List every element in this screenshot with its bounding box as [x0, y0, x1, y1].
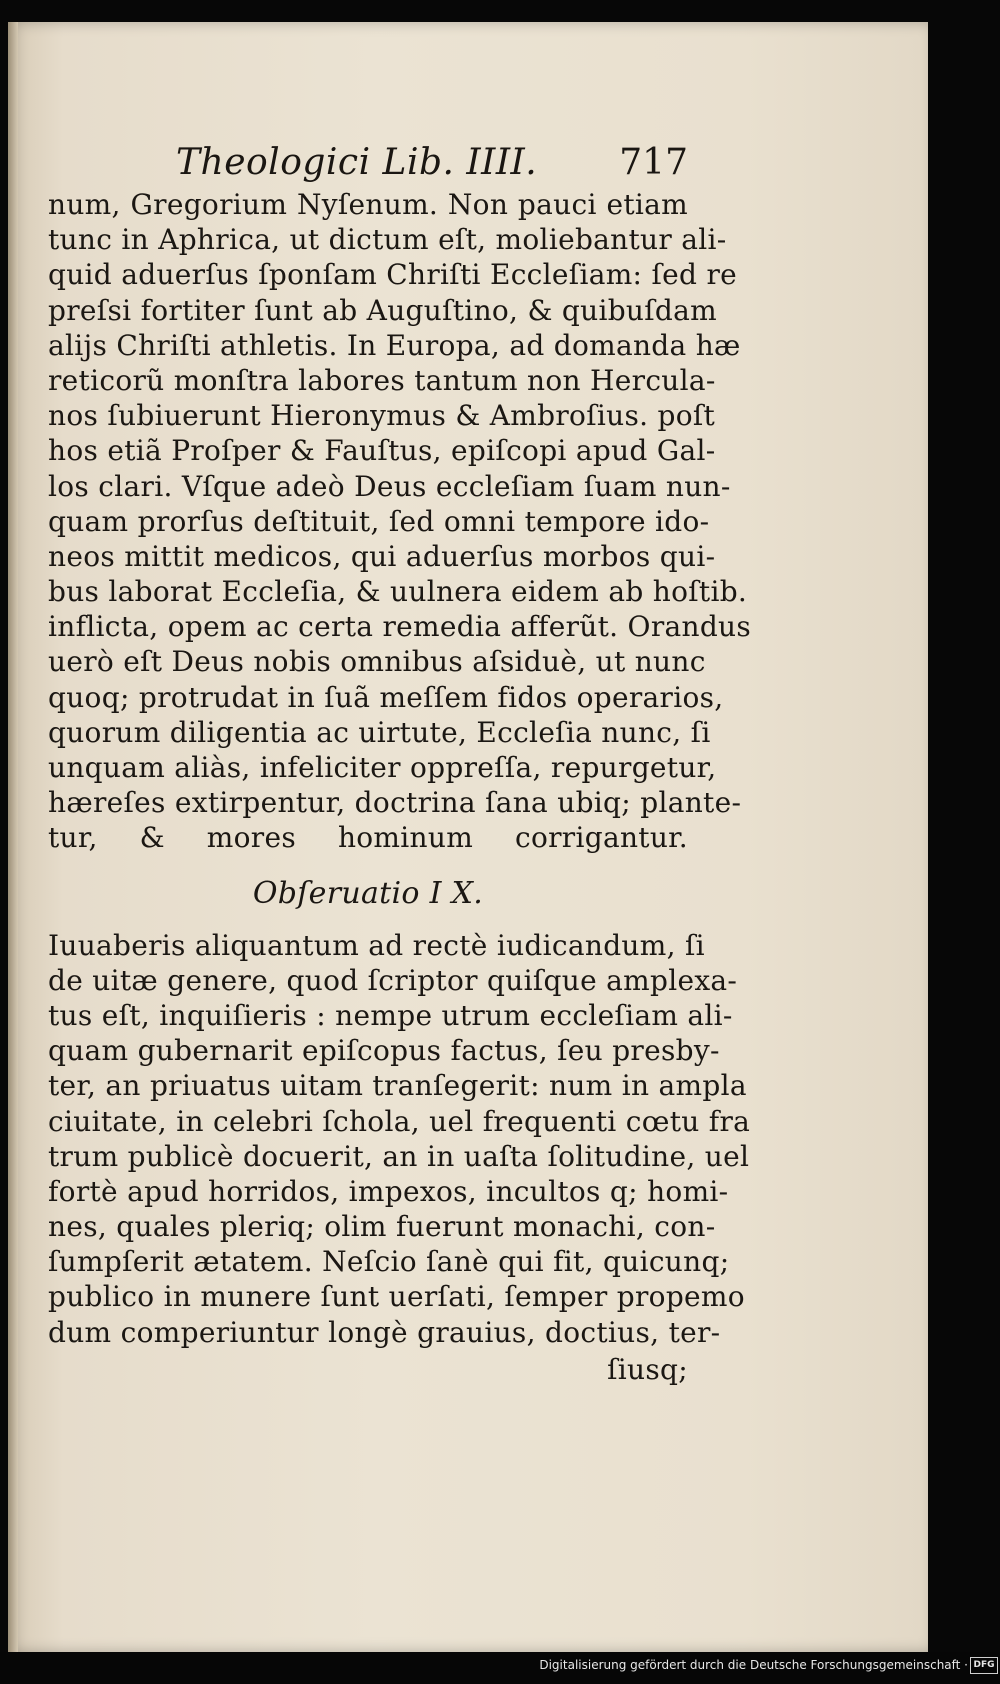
- text-line: nes, quales pleriq; olim fuerunt monachi, con-: [48, 1210, 716, 1244]
- text-line: unquam aliàs, infeliciter oppreſſa, repurgetur,: [48, 751, 717, 784]
- text-line: tunc in Aphrica, ut dictum eſt, moliebantur ali-: [48, 223, 727, 257]
- text-line: bus laborat Eccleſia, & uulnera eidem ab hoſtib.: [48, 575, 748, 609]
- text-line: quam gubernarit epiſcopus factus, ſeu presby-: [48, 1034, 720, 1068]
- body-paragraph: [48, 187, 752, 856]
- dfg-logo: DFG: [970, 1657, 998, 1674]
- running-head: Theologici Lib. IIII.: [176, 142, 538, 183]
- text-line: ciuitate, in celebri ſchola, uel frequenti cœtu fra: [48, 1104, 751, 1138]
- page-gutter-edge: [8, 22, 18, 1652]
- text-line: ſumpſerit ætatem. Neſcio ſanè qui fit, quicunq;: [48, 1245, 730, 1279]
- page-header: [168, 142, 688, 186]
- text-line: inflicta, opem ac certa remedia afferũt. Orandus: [48, 610, 752, 644]
- text-line: num, Gregorium Nyſenum. Non pauci etiam: [48, 188, 688, 221]
- text-line: publico in munere ſunt uerſati, ſemper propemo: [48, 1280, 745, 1314]
- section-paragraph: [48, 928, 751, 1350]
- book-page: [8, 22, 928, 1652]
- text-line: dum comperiuntur longè grauius, doctius, ter-: [48, 1315, 721, 1349]
- text-line: hæreſes extirpentur, doctrina ſana ubiq; plante-: [48, 786, 742, 820]
- text-line: alijs Chriſti athletis. In Europa, ad domanda hæ: [48, 328, 741, 362]
- text-line: los clari. Vſque adeò Deus eccleſiam ſuam nun-: [48, 469, 731, 503]
- text-line: Iuuaberis aliquantum ad rectè iudicandum, ſi: [48, 928, 705, 962]
- text-block: [48, 187, 752, 1390]
- text-line: quorum diligentia ac uirtute, Eccleſia nunc, ſi: [48, 715, 711, 749]
- text-line: preſsi fortiter ſunt ab Auguſtino, & quibuſdam: [48, 293, 717, 327]
- text-line: uerò eſt Deus nobis omnibus aſsiduè, ut nunc: [48, 645, 706, 679]
- text-line: quam prorſus deſtituit, ſed omni tempore ido-: [48, 504, 710, 538]
- text-line: hos etiã Proſper & Fauſtus, epiſcopi apud Gal-: [48, 434, 716, 468]
- text-line: ter, an priuatus uitam tranſegerit: num in ampla: [48, 1069, 747, 1103]
- section-heading: Obſeruatio I X.: [252, 875, 484, 911]
- text-line: trum publicè docuerit, an in uaſta ſolitudine, uel: [48, 1139, 750, 1173]
- page-number: 717: [619, 142, 688, 183]
- funding-credit: Digitalisierung gefördert durch die Deutsche Forschungsgemeinschaft ·: [539, 1658, 968, 1672]
- text-line: reticorũ monſtra labores tantum non Hercula-: [48, 363, 716, 397]
- text-line: de uitæ genere, quod ſcriptor quiſque amplexa-: [48, 963, 738, 997]
- text-line: tus eſt, inquiſieris : nempe utrum eccleſiam ali-: [48, 998, 733, 1032]
- digitization-footer: [0, 1652, 1000, 1684]
- text-line: neos mittit medicos, qui aduerſus morbos qui-: [48, 539, 716, 573]
- text-line: quoq; protrudat in ſuã meſſem fidos operarios,: [48, 680, 724, 714]
- text-line: fortè apud horridos, impexos, incultos q; homi-: [48, 1174, 729, 1208]
- text-line: tur, & mores hominum corrigantur.: [48, 821, 688, 855]
- text-line: nos ſubiuerunt Hieronymus & Ambroſius. poſt: [48, 399, 716, 433]
- catchword: ſiusq;: [607, 1352, 688, 1386]
- text-line: quid aduerſus ſponſam Chriſti Eccleſiam: ſed re: [48, 258, 737, 292]
